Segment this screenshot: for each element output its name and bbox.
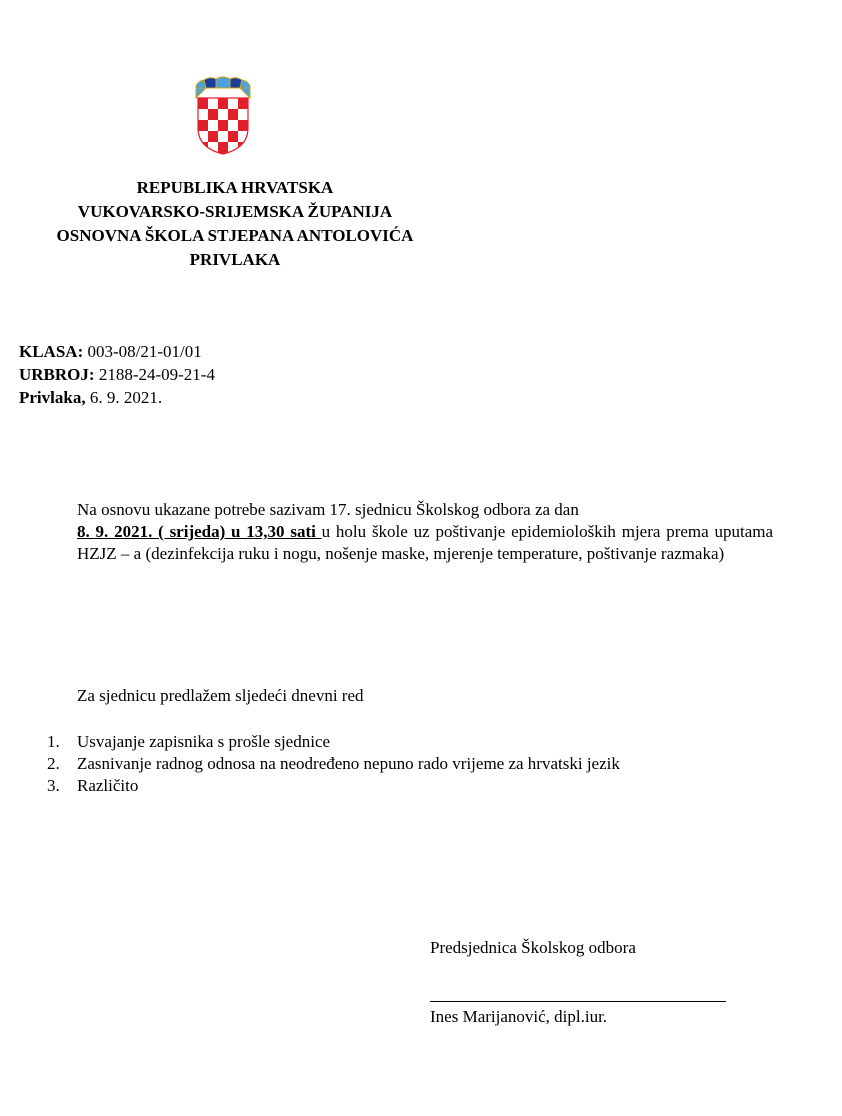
list-item bbox=[47, 775, 767, 797]
invitation-paragraph bbox=[77, 499, 773, 565]
list-item-number: 1. bbox=[47, 732, 60, 751]
klasa-line bbox=[19, 341, 202, 363]
place-label: Privlaka, bbox=[19, 388, 86, 407]
klasa-value: 003-08/21-01/01 bbox=[83, 342, 202, 361]
invitation-intro: Na osnovu ukazane potrebe sazivam 17. sjednicu Školskog odbora za dan bbox=[77, 500, 579, 519]
urbroj-line bbox=[19, 364, 215, 386]
list-item-number: 2. bbox=[47, 754, 60, 773]
date-value: 6. 9. 2021. bbox=[85, 388, 163, 407]
header-line-place: PRIVLAKA bbox=[189, 250, 281, 269]
list-item-text: Zasnivanje radnog odnosa na neodređeno nepuno rado vrijeme za hrvatski jezik bbox=[77, 754, 620, 773]
list-item bbox=[47, 753, 767, 775]
header-line-republic: REPUBLIKA HRVATSKA bbox=[136, 178, 334, 197]
place-date-line bbox=[19, 387, 162, 409]
invitation-details bbox=[77, 521, 773, 565]
list-item-number: 3. bbox=[47, 776, 60, 795]
signature-name: Ines Marijanović, dipl.iur. bbox=[430, 1007, 608, 1026]
meeting-date-time: 8. 9. 2021. ( srijeda) u 13,30 sati bbox=[77, 522, 322, 541]
invitation-rest: u holu škole uz poštivanje epidemioloških mjera prema uputama HZJZ – a (dezinfekcija ruku i nogu, nošenje maske, mjerenje temperature, poštivanje razmaka) bbox=[77, 522, 774, 563]
signature-title: Predsjednica Školskog odbora bbox=[430, 938, 636, 957]
list-item-text: Različito bbox=[77, 776, 139, 795]
list-item-text: Usvajanje zapisnika s prošle sjednice bbox=[77, 732, 331, 751]
urbroj-value: 2188-24-09-21-4 bbox=[94, 365, 215, 384]
croatian-coat-of-arms-icon bbox=[192, 76, 254, 156]
urbroj-label: URBROJ: bbox=[19, 365, 95, 384]
signature-line bbox=[430, 1001, 726, 1002]
agenda-intro: Za sjednicu predlažem sljedeći dnevni red bbox=[77, 686, 364, 705]
klasa-label: KLASA: bbox=[19, 342, 84, 361]
list-item bbox=[47, 731, 767, 753]
header-line-county: VUKOVARSKO-SRIJEMSKA ŽUPANIJA bbox=[77, 202, 393, 221]
header-line-school: OSNOVNA ŠKOLA STJEPANA ANTOLOVIĆA bbox=[56, 226, 414, 245]
agenda-list bbox=[47, 731, 767, 797]
